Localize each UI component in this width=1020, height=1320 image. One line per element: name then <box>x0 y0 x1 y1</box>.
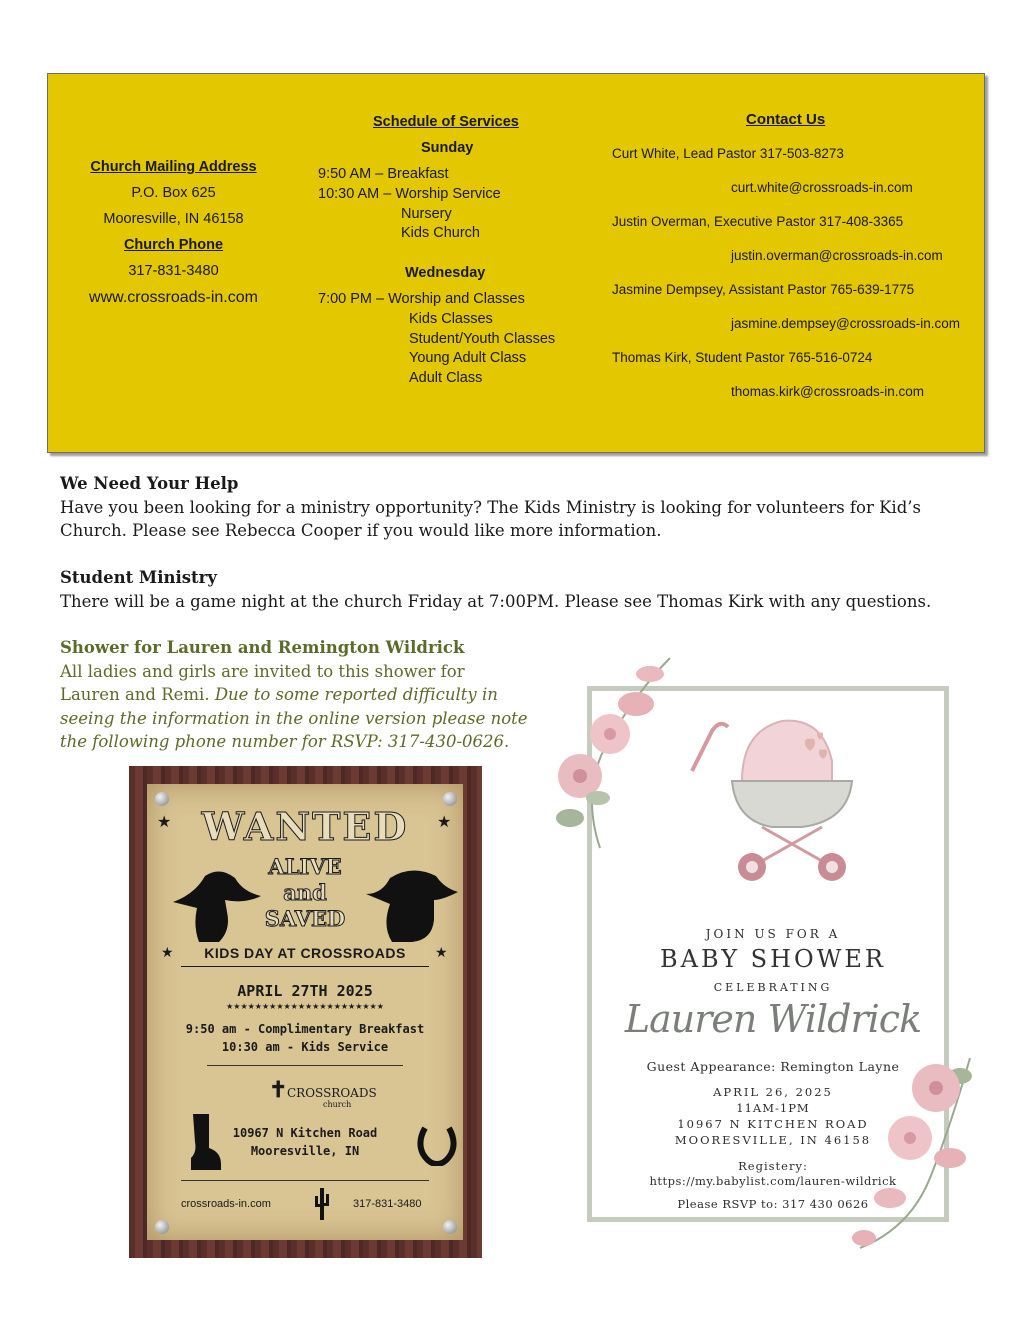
sunday-item: Kids Church <box>401 225 480 241</box>
address-line2: Mooresville, IN 46158 <box>103 211 244 227</box>
floral-bottom-right-icon <box>840 1048 980 1252</box>
sunday-item: 9:50 AM – Breakfast <box>318 166 449 182</box>
help-text: Church. Please see Rebecca Cooper if you would like more information. <box>60 521 662 540</box>
poster-website: crossroads-in.com <box>181 1198 271 1210</box>
poster-service: 10:30 am - Kids Service <box>221 1040 389 1054</box>
invite-registry-url: https://my.babylist.com/lauren-wildrick <box>649 1174 897 1188</box>
shower-title: Shower for Lauren and Remington Wildrick <box>60 638 465 657</box>
hearts-icon <box>797 731 837 771</box>
address-line1: P.O. Box 625 <box>131 185 216 201</box>
wednesday-title: Wednesday <box>405 265 486 281</box>
poster-divider <box>181 966 429 967</box>
kids-day-poster <box>129 766 482 1258</box>
poster-headline: WANTED <box>201 804 409 849</box>
invite-time: 11AM-1PM <box>736 1101 810 1115</box>
sunday-item: 10:30 AM – Worship Service <box>318 186 501 202</box>
pin-icon <box>443 1220 457 1234</box>
invite-join: JOIN US FOR A <box>705 927 841 941</box>
wednesday-item: Kids Classes <box>409 311 493 327</box>
cross-logo-icon: ✝ <box>269 1077 288 1102</box>
wednesday-item: 7:00 PM – Worship and Classes <box>318 291 525 307</box>
floral-top-left-icon <box>540 648 680 858</box>
wednesday-item: Adult Class <box>409 370 483 386</box>
help-article <box>60 472 960 543</box>
sunday-title: Sunday <box>421 140 474 156</box>
phone-title: Church Phone <box>123 237 224 253</box>
poster-paper <box>147 784 463 1240</box>
invite-name: Lauren Wildrick <box>624 997 922 1041</box>
contact-line: Justin Overman, Executive Pastor 317-408-3365 <box>612 214 904 229</box>
shower-article <box>60 636 530 754</box>
invite-celebrating: CELEBRATING <box>713 981 833 994</box>
contact-email: justin.overman@crossroads-in.com <box>731 248 943 263</box>
stroller-icon <box>672 691 882 891</box>
student-article <box>60 566 960 613</box>
poster-stars: ★★★★★★★★★★★★★★★★★★★★★★ <box>226 1002 384 1011</box>
poster-date: APRIL 27TH 2025 <box>237 982 373 1000</box>
wednesday-item: Young Adult Class <box>409 350 527 366</box>
invite-title: BABY SHOWER <box>660 945 886 973</box>
star-icon: ★ <box>157 814 172 831</box>
poster-and: and <box>283 880 327 905</box>
contact-email: curt.white@crossroads-in.com <box>731 180 913 195</box>
contact-email: thomas.kirk@crossroads-in.com <box>731 384 925 399</box>
poster-divider <box>181 1180 429 1181</box>
poster-logo-name: CROSSROADS <box>287 1086 377 1100</box>
invite-registry-label: Registery: <box>738 1159 808 1173</box>
address-title: Church Mailing Address <box>90 159 257 175</box>
invite-street: 10967 N KITCHEN ROAD <box>677 1117 869 1131</box>
shower-note: Due to some reported difficulty in <box>214 685 498 704</box>
contact-line: Thomas Kirk, Student Pastor 765-516-0724 <box>612 350 873 365</box>
invite-date: APRIL 26, 2025 <box>713 1085 833 1099</box>
student-text: There will be a game night at the church Friday at 7:00PM. Please see Thomas Kirk with any questions. <box>60 591 932 611</box>
shower-text: All ladies and girls are invited to this shower for <box>60 661 465 681</box>
schedule-title: Schedule of Services <box>373 114 519 130</box>
poster-divider <box>207 1065 403 1066</box>
contact-title: Contact Us <box>746 111 826 128</box>
invite-city: MOORESVILLE, IN 46158 <box>674 1133 872 1147</box>
shower-note: the following phone number for RSVP: 317-430-0626. <box>60 732 510 751</box>
poster-saved: SAVED <box>264 906 346 931</box>
invite-guest: Guest Appearance: Remington Layne <box>646 1059 900 1074</box>
wednesday-item: Student/Youth Classes <box>409 331 556 347</box>
poster-alive: ALIVE <box>268 854 342 879</box>
poster-breakfast: 9:50 am - Complimentary Breakfast <box>185 1022 425 1036</box>
sunday-item: Nursery <box>401 206 452 222</box>
church-phone: 317-831-3480 <box>128 263 219 279</box>
contact-email: jasmine.dempsey@crossroads-in.com <box>731 316 961 331</box>
help-title: We Need Your Help <box>60 474 239 493</box>
student-title: Student Ministry <box>60 568 217 587</box>
star-icon: ★ <box>161 944 174 960</box>
help-text: Have you been looking for a ministry opportunity? The Kids Ministry is looking for volunteers for Kid’s <box>60 497 921 517</box>
invite-rsvp: Please RSVP to: 317 430 0626 <box>677 1197 869 1211</box>
shower-note: seeing the information in the online version please note <box>60 708 528 728</box>
shower-text: Lauren and Remi. <box>60 685 215 704</box>
church-website: www.crossroads-in.com <box>89 289 258 306</box>
church-info-box <box>47 73 985 453</box>
star-icon: ★ <box>437 814 452 831</box>
boot-icon <box>187 1112 223 1172</box>
star-icon: ★ <box>435 944 448 960</box>
poster-logo-sub: church <box>323 1100 352 1109</box>
contact-line: Jasmine Dempsey, Assistant Pastor 765-639-1775 <box>612 282 915 297</box>
poster-city: Mooresville, IN <box>250 1144 360 1158</box>
baby-shower-invitation <box>540 648 980 1252</box>
cactus-icon <box>313 1186 331 1220</box>
pin-icon <box>155 1220 169 1234</box>
poster-street: 10967 N Kitchen Road <box>232 1126 378 1140</box>
poster-kids-day: KIDS DAY AT CROSSROADS <box>204 945 406 961</box>
contact-line: Curt White, Lead Pastor 317-503-8273 <box>612 146 844 161</box>
poster-phone: 317-831-3480 <box>353 1198 422 1210</box>
